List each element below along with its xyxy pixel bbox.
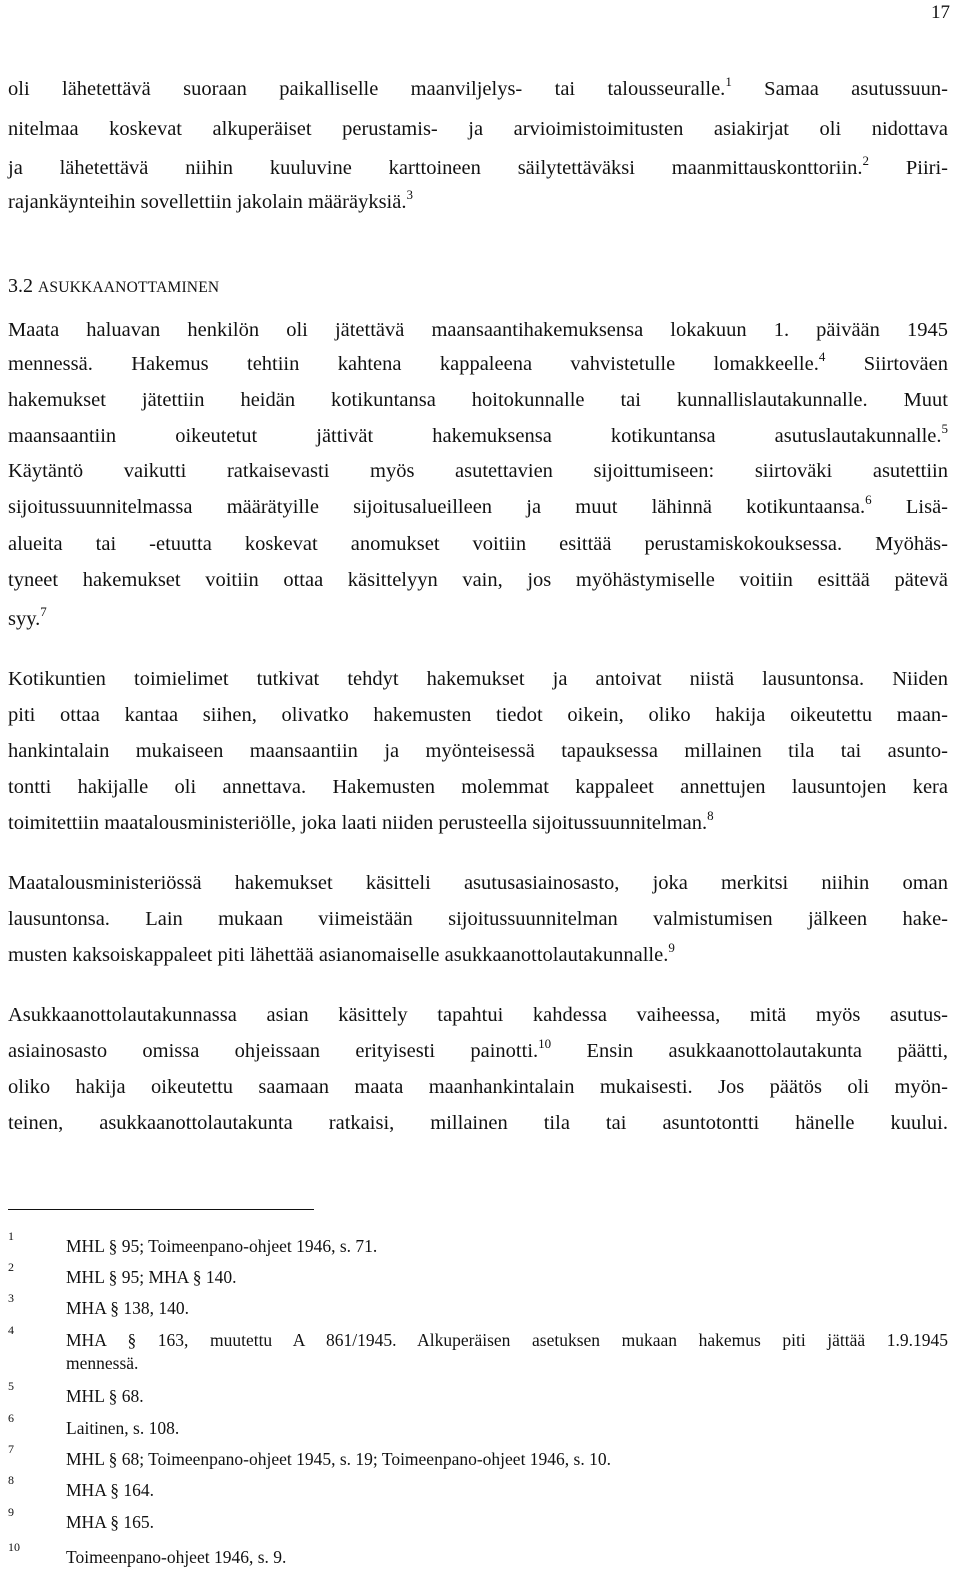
footnote-number: 8: [8, 1473, 14, 1487]
footnote-ref: 6: [865, 492, 872, 507]
footnote-number: 7: [8, 1442, 14, 1456]
footnote-ref: 3: [406, 187, 413, 202]
text-line: [8, 75, 948, 103]
footnote-ref: 2: [862, 153, 870, 168]
text-span: Piiri-: [869, 157, 948, 179]
footnote-number: 6: [8, 1411, 14, 1425]
text-span: ja lähetettävä niihin kuuluvine karttoineen säilytettäväksi maanmittauskonttoriin.: [8, 157, 863, 179]
footnote-ref: 9: [668, 940, 675, 955]
text-line: lausuntonsa. Lain mukaan viimeistään sijoitussuunnitelman valmistumisen jälkeen hake-: [8, 908, 948, 930]
text-line: Maata haluavan henkilön oli jätettävä maansaantihakemuksensa lokakuun 1. päivään 1945: [8, 319, 948, 341]
footnote-text: MHL § 68.: [66, 1386, 144, 1406]
text-line: [8, 605, 948, 633]
text-line: Käytäntö vaikutti ratkaisevasti myös asutettavien sijoittumiseen: siirtoväki asutettiin: [8, 460, 948, 482]
footnote-text: mennessä.: [66, 1353, 139, 1373]
footnote-text: Laitinen, s. 108.: [66, 1418, 180, 1438]
text-span: oli lähetettävä suoraan paikalliselle maanviljelys- tai talousseuralle.: [8, 78, 726, 100]
text-span: syy.: [8, 608, 41, 630]
text-line: hakemukset jätettiin heidän kotikuntansa hoitokunnalle tai kunnallislautakunnalle. Muut: [8, 389, 948, 411]
text-line: alueita tai -etuutta koskevat anomukset voitiin esittää perustamiskokouksessa. Myöhäs-: [8, 533, 948, 555]
text-line: tyneet hakemukset voitiin ottaa käsittelyyn vain, jos myöhästymiselle voitiin esittää pätevä: [8, 569, 948, 591]
text-line: [8, 941, 948, 969]
footnote-separator: [8, 1209, 314, 1210]
text-span: musten kaksoiskappaleet piti lähettää asianomaiselle asukkaanottolautakunnalle.: [8, 944, 669, 966]
footnote-ref: 7: [40, 604, 47, 619]
footnote-ref: 4: [818, 349, 826, 364]
footnote-number: 1: [8, 1229, 14, 1243]
footnote-text: MHA § 138, 140.: [66, 1298, 189, 1318]
text-span: maansaantiin oikeutetut jättivät hakemuksensa kotikuntansa asutuslautakunnalle.: [8, 425, 942, 447]
section-number: 3.2: [8, 275, 38, 297]
page-number: 17: [931, 2, 950, 23]
text-line: [8, 493, 948, 521]
text-span: Siirtoväen: [825, 353, 948, 375]
footnote-text: MHA § 165.: [66, 1512, 154, 1532]
footnote-text: MHL § 68; Toimeenpano-ohjeet 1945, s. 19; Toimeenpano-ohjeet 1946, s. 10.: [66, 1449, 611, 1469]
footnote-text: MHL § 95; MHA § 140.: [66, 1267, 237, 1287]
text-line: teinen, asukkaanottolautakunta ratkaisi, millainen tila tai asuntotontti hänelle kuului.: [8, 1112, 948, 1134]
footnote-number: 3: [8, 1291, 14, 1305]
text-span: rajankäynteihin sovellettiin jakolain määräyksiä.: [8, 191, 407, 213]
text-line: Asukkaanottolautakunnassa asian käsittely tapahtui kahdessa vaiheessa, mitä myös asutus-: [8, 1004, 948, 1026]
text-line: Kotikuntien toimielimet tutkivat tehdyt hakemukset ja antoivat niistä lausuntonsa. Niiden: [8, 668, 948, 690]
text-line: nitelmaa koskevat alkuperäiset perustamis- ja arvioimistoimitusten asiakirjat oli nidottava: [8, 118, 948, 140]
text-line: Maatalousministeriössä hakemukset käsitteli asutusasiainosasto, joka merkitsi niihin oman: [8, 872, 948, 894]
section-title: ASUKKAANOTTAMINEN: [38, 279, 220, 296]
text-span: Ensin asukkaanottolautakunta päätti,: [551, 1040, 948, 1062]
footnote-number: 10: [8, 1540, 20, 1554]
text-span: toimitettiin maatalousministeriölle, joka laati niiden perusteella sijoitussuunnitelman.: [8, 812, 708, 834]
footnote-number: 9: [8, 1505, 14, 1519]
text-line: hankintalain mukaiseen maansaantiin ja myönteisessä tapauksessa millainen tila tai asunto-: [8, 740, 948, 762]
text-span: sijoitussuunnitelmassa määrätyille sijoitusalueilleen ja muut lähinnä kotikuntaansa.: [8, 496, 866, 518]
text-line: [8, 1037, 948, 1065]
text-span: mennessä. Hakemus tehtiin kahtena kappaleena vahvistetulle lomakkeelle.: [8, 353, 819, 375]
footnote-text: MHA § 164.: [66, 1480, 154, 1500]
section-heading: [8, 272, 948, 302]
footnote-number: 2: [8, 1260, 14, 1274]
footnote-ref: 5: [941, 421, 948, 436]
footnote-ref: 10: [538, 1036, 552, 1051]
footnote-text: Toimeenpano-ohjeet 1946, s. 9.: [66, 1547, 287, 1567]
text-line: oliko hakija oikeutettu saamaan maata maanhankintalain mukaisesti. Jos päätös oli myön-: [8, 1076, 948, 1098]
text-line: piti ottaa kantaa siihen, olivatko hakemusten tiedot oikein, oliko hakija oikeutettu maan-: [8, 704, 948, 726]
footnote-text: MHA § 163, muutettu A 861/1945. Alkuperäisen asetuksen mukaan hakemus piti jättää 1.9.1945: [66, 1330, 948, 1350]
text-span: asiainosasto omissa ohjeissaan erityisesti painotti.: [8, 1040, 539, 1062]
text-line: [8, 188, 948, 216]
text-line: tontti hakijalle oli annettava. Hakemusten molemmat kappaleet annettujen lausuntojen kera: [8, 776, 948, 798]
text-line: [8, 809, 948, 837]
text-line: [8, 350, 948, 378]
text-span: Lisä-: [871, 496, 948, 518]
footnote-ref: 8: [707, 808, 714, 823]
footnote-number: 4: [8, 1323, 14, 1337]
footnote-number: 5: [8, 1379, 14, 1393]
footnote-ref: 1: [725, 74, 732, 89]
text-line: [8, 422, 948, 450]
footnote-text: MHL § 95; Toimeenpano-ohjeet 1946, s. 71.: [66, 1236, 378, 1256]
text-line: [8, 154, 948, 182]
text-span: Samaa asutussuun-: [731, 78, 948, 100]
